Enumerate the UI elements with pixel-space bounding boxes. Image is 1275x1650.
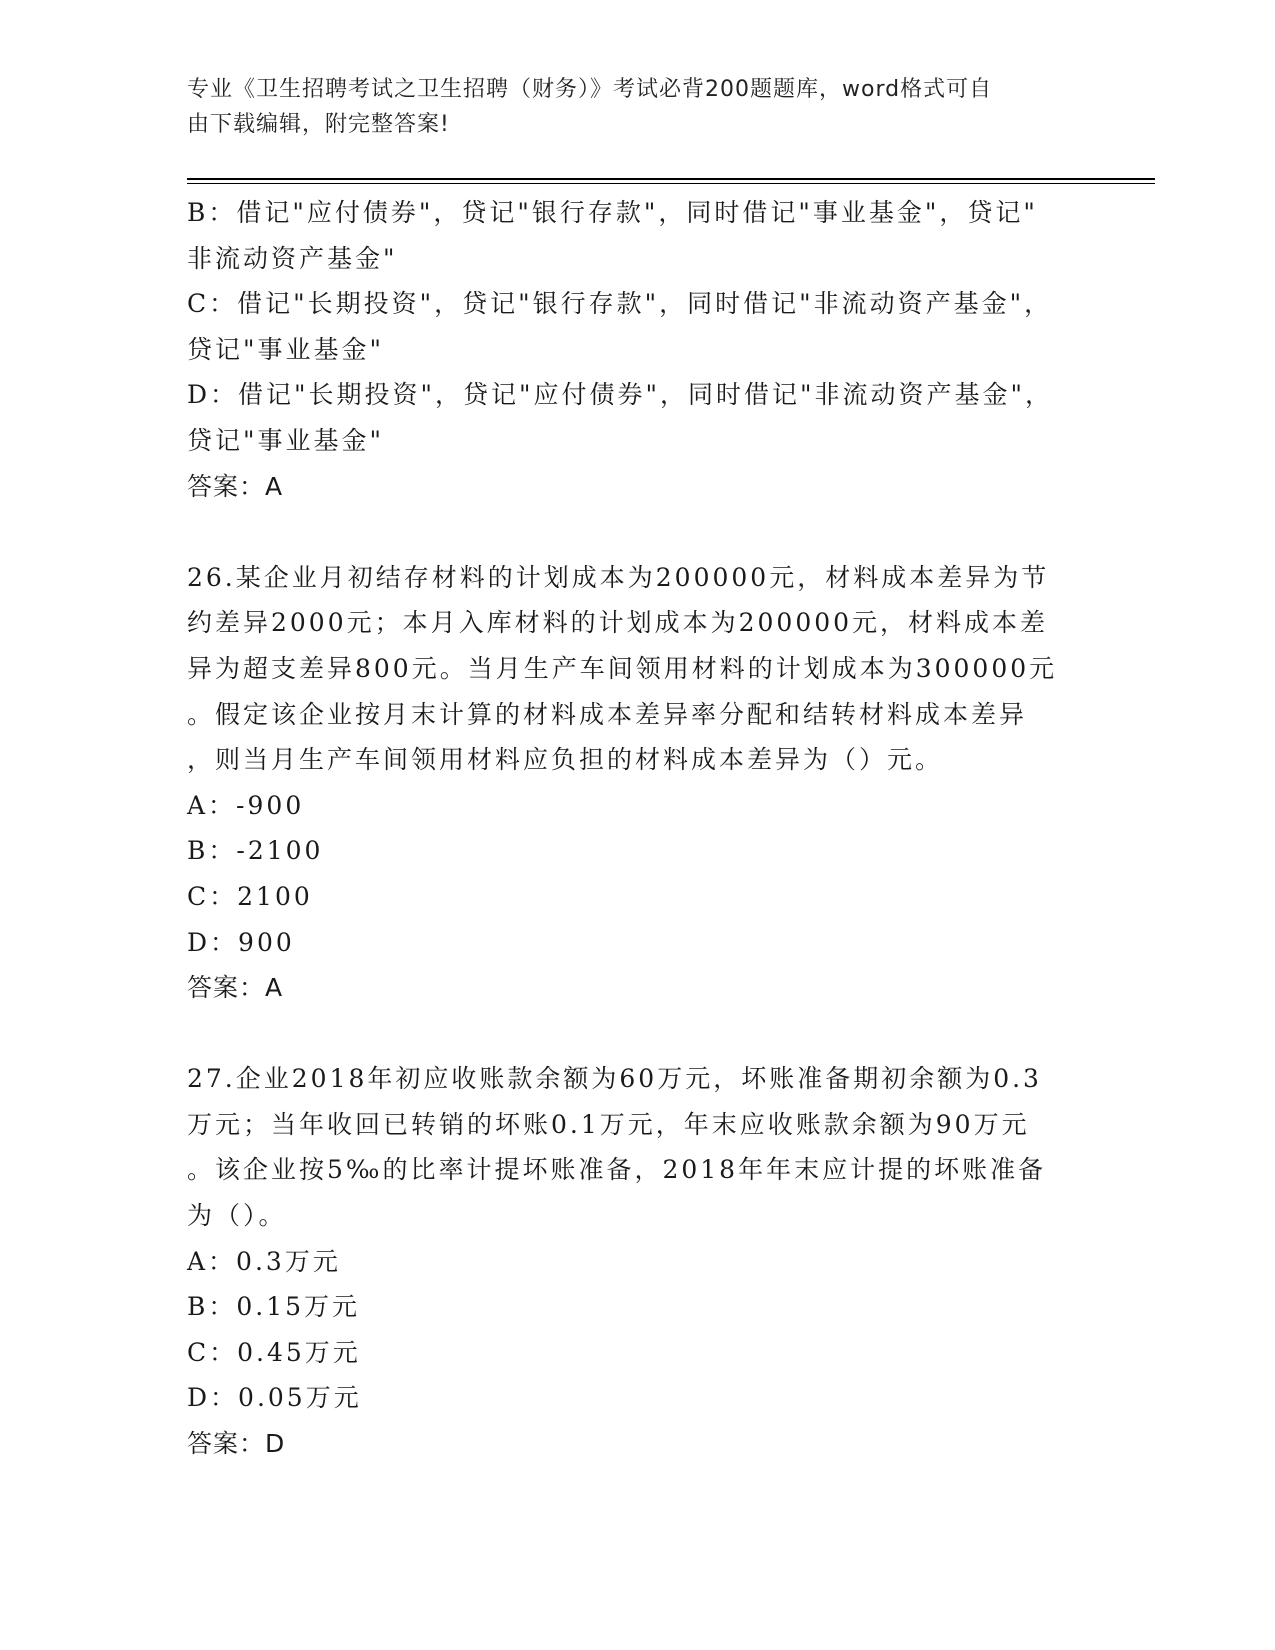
q27-answer: 答案：D xyxy=(187,1429,286,1459)
q25-answer: 答案：A xyxy=(187,471,284,501)
q26-answer: 答案：A xyxy=(187,973,284,1003)
q27-stem-line-3: 。该企业按5‰的比率计提坏账准备，2018年年末应计提的坏账准备 xyxy=(187,1155,1047,1185)
document-body xyxy=(187,190,1077,1467)
q27-stem-line-2: 万元；当年收回已转销的坏账0.1万元，年末应收账款余额为90万元 xyxy=(187,1109,1030,1139)
header-line-1: 专业《卫生招聘考试之卫生招聘（财务）》考试必背200题题库，word格式可自 xyxy=(187,77,993,102)
question-27 xyxy=(187,1056,1077,1466)
q27-stem-line-4: 为（）。 xyxy=(187,1201,287,1231)
q26-stem-line-3: 异为超支差异800元。当月生产车间领用材料的计划成本为300000元 xyxy=(187,653,1058,683)
q25-option-b-line-1: B：借记"应付债券"，贷记"银行存款"，同时借记"事业基金"，贷记" xyxy=(187,198,1038,227)
q25-option-b-line-2: 非流动资产基金" xyxy=(187,243,398,273)
q27-option-a: A：0.3万元 xyxy=(187,1246,341,1276)
q25-option-c-line-2: 贷记"事业基金" xyxy=(187,334,384,364)
q25-option-d-line-1: D：借记"长期投资"，贷记"应付债券"，同时借记"非流动资产基金"， xyxy=(187,380,1054,410)
q26-stem-line-1: 26.某企业月初结存材料的计划成本为200000元，材料成本差异为节 xyxy=(187,562,1050,592)
spacer xyxy=(187,1011,1077,1057)
q26-stem-line-2: 约差异2000元；本月入库材料的计划成本为200000元，材料成本差 xyxy=(187,608,1049,638)
header-line-2: 由下载编辑，附完整答案! xyxy=(187,112,450,137)
q26-option-b: B：-2100 xyxy=(187,836,324,866)
q26-stem-line-5: ，则当月生产车间领用材料应负担的材料成本差异为（）元。 xyxy=(187,745,944,775)
q27-option-b: B：0.15万元 xyxy=(187,1292,361,1322)
q27-option-d: D：0.05万元 xyxy=(187,1383,362,1413)
q26-option-a: A：-900 xyxy=(187,790,305,820)
document-header xyxy=(187,72,1067,142)
header-rule-thick xyxy=(187,178,1155,180)
question-26 xyxy=(187,555,1077,1011)
q26-option-c: C：2100 xyxy=(187,881,313,911)
q27-option-c: C：0.45万元 xyxy=(187,1337,361,1367)
q25-option-d-line-2: 贷记"事业基金" xyxy=(187,425,384,455)
q26-stem-line-4: 。假定该企业按月末计算的材料成本差异率分配和结转材料成本差异 xyxy=(187,699,1028,729)
header-rule-thin xyxy=(187,183,1155,184)
spacer xyxy=(187,509,1077,555)
q26-option-d: D：900 xyxy=(187,927,295,957)
question-25-continued xyxy=(187,190,1077,509)
q27-stem-line-1: 27.企业2018年初应收账款余额为60万元，坏账准备期初余额为0.3 xyxy=(187,1064,1042,1094)
q25-option-c-line-1: C：借记"长期投资"，贷记"银行存款"，同时借记"非流动资产基金"， xyxy=(187,289,1053,319)
